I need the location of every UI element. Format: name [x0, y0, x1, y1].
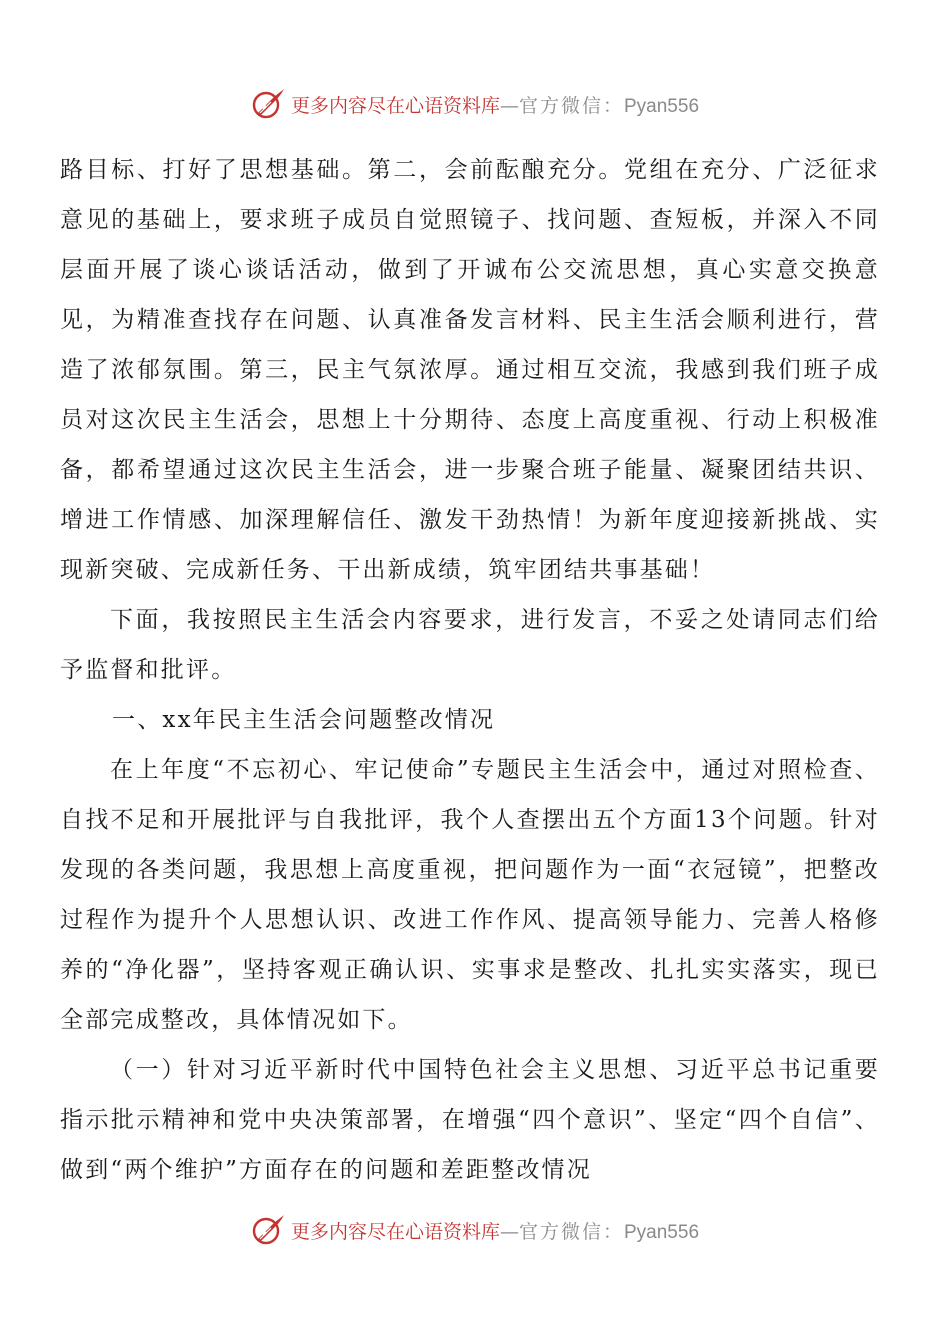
watermark-official-label: 官方微信：	[518, 1220, 624, 1243]
paragraph-2: 下面，我按照民主生活会内容要求，进行发言，不妥之处请同志们给予监督和批评。	[60, 607, 880, 683]
watermark-content	[251, 1213, 699, 1247]
watermark-official-label: 官方微信：	[518, 94, 624, 117]
watermark-separator: —	[499, 1220, 519, 1243]
paragraph-4: （一）针对习近平新时代中国特色社会主义思想、习近平总书记重要指示批示精神和党中央决策部署，在增强“四个意识”、坚定“四个自信”、做到“两个维护”方面存在的问题和差距整改情况	[60, 1057, 880, 1183]
watermark-brand: 更多内容尽在心语资料库	[290, 1220, 500, 1243]
watermark-wechat-id: Pyan556	[624, 95, 700, 117]
watermark-content	[251, 87, 699, 121]
quill-pen-icon	[251, 1213, 285, 1247]
watermark-separator: —	[499, 94, 519, 117]
paragraph-1: 路目标、打好了思想基础。第二，会前酝酿充分。党组在充分、广泛征求意见的基础上，要求班子成员自觉照镜子、找问题、查短板，并深入不同层面开展了谈心谈话活动，做到了开诚布公交流思想，真心实意交换意见，为精准查找存在问题、认真准备发言材料、民主生活会顺利进行，营造了浓郁氛围。第三，民主气氛浓厚。通过相互交流，我感到我们班子成员对这次民主生活会，思想上十分期待、态度上高度重视、行动上积极准备，都希望通过这次民主生活会，进一步聚合班子能量、凝聚团结共识、增进工作情感、加深理解信任、激发干劲热情！为新年度迎接新挑战、实现新突破、完成新任务、干出新成绩，筑牢团结共事基础！	[60, 157, 880, 583]
watermark-brand: 更多内容尽在心语资料库	[290, 94, 500, 117]
watermark-wechat-id: Pyan556	[624, 1221, 700, 1243]
watermark-banner-top	[0, 84, 950, 124]
quill-pen-icon	[251, 87, 285, 121]
document-body	[60, 145, 880, 1195]
watermark-text	[291, 91, 699, 118]
watermark-text	[291, 1217, 699, 1244]
section-heading-1: 一、xx年民主生活会问题整改情况	[112, 707, 496, 733]
paragraph-3: 在上年度“不忘初心、牢记使命”专题民主生活会中，通过对照检查、自找不足和开展批评与自我批评，我个人查摆出五个方面13个问题。针对发现的各类问题，我思想上高度重视，把问题作为一面“衣冠镜”，把整改过程作为提升个人思想认识、改进工作作风、提高领导能力、完善人格修养的“净化器”，坚持客观正确认识、实事求是整改、扎扎实实落实，现已全部完成整改，具体情况如下。	[60, 757, 880, 1033]
watermark-banner-bottom	[0, 1210, 950, 1250]
